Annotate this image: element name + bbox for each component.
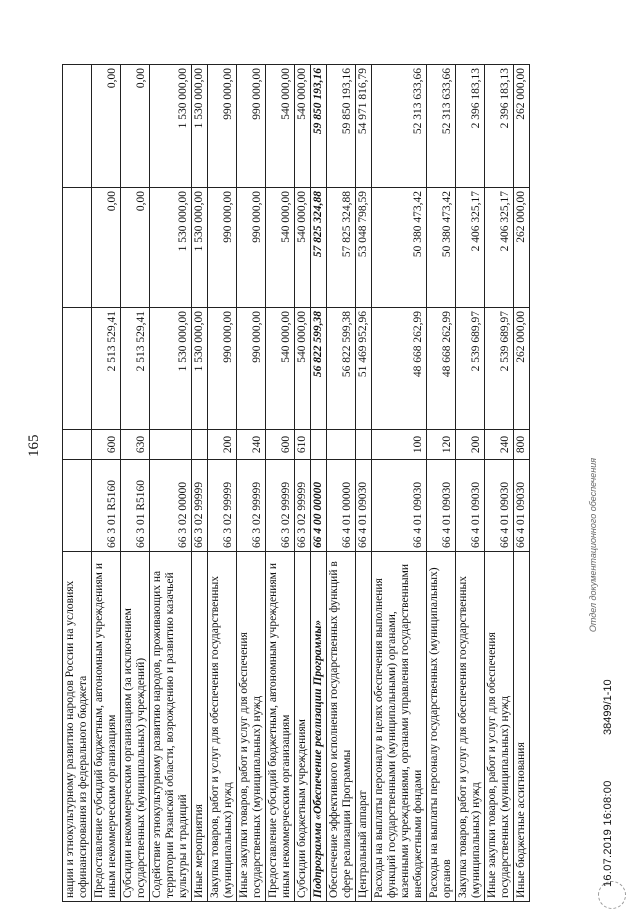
- row-code: [63, 460, 92, 552]
- row-vr: [311, 430, 327, 460]
- row-name: Иные бюджетные ассигнования: [514, 552, 530, 902]
- table-row-subprogram: [311, 65, 327, 902]
- row-name: Центральный аппарат: [356, 552, 372, 902]
- row-vr: [63, 430, 92, 460]
- table-row: [427, 65, 456, 902]
- row-name: Иные закупки товаров, работ и услуг для обеспечения государственных (муниципальных) нужд: [237, 552, 266, 902]
- table-row: [208, 65, 237, 902]
- row-value-3: [63, 65, 92, 188]
- row-name: Содействие этнокультурному развитию народов, проживающих на территории Рязанской области, возрождению и развитию казачьей культуры и традиций: [150, 552, 192, 902]
- row-vr: [327, 430, 356, 460]
- row-name: нации и этнокультурному развитию народов России на условиях софинансирования из федерального бюджета: [63, 552, 92, 902]
- table-row: [295, 65, 311, 902]
- row-vr: 800: [514, 430, 530, 460]
- row-value-3: 52 313 633,66: [372, 65, 427, 188]
- row-value-2: 50 380 473,42: [427, 188, 456, 308]
- row-code: 66 4 01 09030: [456, 460, 485, 552]
- row-value-1: 2 539 689,97: [485, 308, 514, 430]
- row-code: 66 4 01 00000: [327, 460, 356, 552]
- row-name: Расходы на выплаты персоналу в целях обеспечения выполнения функций государственными (муниципальными) органами, казенными учреждениями, органами управления государственными внебюджетными фондами: [372, 552, 427, 902]
- row-code: 66 4 01 09030: [372, 460, 427, 552]
- row-value-3: 54 971 816,79: [356, 65, 372, 188]
- table-row: [372, 65, 427, 902]
- row-value-2: 540 000,00: [295, 188, 311, 308]
- row-vr: 120: [427, 430, 456, 460]
- row-code: 66 3 01 R5160: [121, 460, 150, 552]
- row-name: Закупка товаров, работ и услуг для обеспечения государственных (муниципальных) нужд: [456, 552, 485, 902]
- table-row: [485, 65, 514, 902]
- row-code: 66 3 02 99999: [192, 460, 208, 552]
- row-value-2: 57 825 324,88: [327, 188, 356, 308]
- row-value-2: 50 380 473,42: [372, 188, 427, 308]
- row-vr: [192, 430, 208, 460]
- row-value-1: 540 000,00: [295, 308, 311, 430]
- row-code: 66 3 01 R5160: [92, 460, 121, 552]
- table-row: [237, 65, 266, 902]
- row-value-2: 53 048 798,59: [356, 188, 372, 308]
- row-value-2: [63, 188, 92, 308]
- row-name: Иные мероприятия: [192, 552, 208, 902]
- table-row: [266, 65, 295, 902]
- row-value-3: 1 530 000,00: [150, 65, 192, 188]
- row-value-1: 56 822 599,38: [311, 308, 327, 430]
- row-value-3: 1 530 000,00: [192, 65, 208, 188]
- row-name: Субсидии бюджетным учреждениям: [295, 552, 311, 902]
- row-code: 66 3 02 00000: [150, 460, 192, 552]
- table-row: [327, 65, 356, 902]
- row-name: Предоставление субсидий бюджетным, автономным учреждениям и иным некоммерческим организациям: [266, 552, 295, 902]
- row-value-1: 48 668 262,99: [427, 308, 456, 430]
- row-value-3: 990 000,00: [208, 65, 237, 188]
- row-code: 66 4 00 00000: [311, 460, 327, 552]
- table-row: [192, 65, 208, 902]
- row-value-1: 1 530 000,00: [192, 308, 208, 430]
- row-value-3: 2 396 183,13: [456, 65, 485, 188]
- row-value-2: 0,00: [92, 188, 121, 308]
- row-value-1: 2 513 529,41: [92, 308, 121, 430]
- page-number: 165: [26, 434, 42, 457]
- table-row: [456, 65, 485, 902]
- budget-table: [62, 64, 530, 902]
- table-row: [150, 65, 192, 902]
- row-value-2: 990 000,00: [208, 188, 237, 308]
- row-vr: 600: [266, 430, 295, 460]
- row-value-1: 990 000,00: [237, 308, 266, 430]
- footer-doc-id: 38499/1-10: [602, 679, 614, 735]
- row-value-1: 1 530 000,00: [150, 308, 192, 430]
- row-code: 66 4 01 09030: [427, 460, 456, 552]
- row-value-1: 56 822 599,38: [327, 308, 356, 430]
- row-value-2: 2 406 325,17: [485, 188, 514, 308]
- row-value-3: 59 850 193,16: [311, 65, 327, 188]
- row-value-3: 540 000,00: [295, 65, 311, 188]
- row-value-3: 540 000,00: [266, 65, 295, 188]
- row-name: Субсидии некоммерческим организациям (за исключением государственных (муниципальных) учреждений): [121, 552, 150, 902]
- row-code: 66 3 02 99999: [237, 460, 266, 552]
- row-vr: 600: [92, 430, 121, 460]
- row-value-2: 0,00: [121, 188, 150, 308]
- row-vr: [356, 430, 372, 460]
- row-value-2: 1 530 000,00: [192, 188, 208, 308]
- department-stamp: Отдел документационного обеспечения: [588, 457, 598, 633]
- row-vr: 200: [456, 430, 485, 460]
- row-name: Закупка товаров, работ и услуг для обеспечения государственных (муниципальных) нужд: [208, 552, 237, 902]
- row-value-2: 57 825 324,88: [311, 188, 327, 308]
- row-vr: 100: [372, 430, 427, 460]
- row-value-3: 0,00: [121, 65, 150, 188]
- row-vr: 200: [208, 430, 237, 460]
- row-value-3: 0,00: [92, 65, 121, 188]
- table-row: [121, 65, 150, 902]
- row-code: 66 4 01 09030: [485, 460, 514, 552]
- row-value-2: 262 000,00: [514, 188, 530, 308]
- row-value-1: 51 469 952,96: [356, 308, 372, 430]
- row-value-1: 540 000,00: [266, 308, 295, 430]
- row-vr: 610: [295, 430, 311, 460]
- row-code: 66 3 02 99999: [266, 460, 295, 552]
- row-value-3: 52 313 633,66: [427, 65, 456, 188]
- row-value-1: 990 000,00: [208, 308, 237, 430]
- row-value-3: 59 850 193,16: [327, 65, 356, 188]
- row-value-2: 990 000,00: [237, 188, 266, 308]
- row-code: 66 3 02 99999: [208, 460, 237, 552]
- table-row: [356, 65, 372, 902]
- row-name: Предоставление субсидий бюджетным, автономным учреждениям и иным некоммерческим организациям: [92, 552, 121, 902]
- table-row: [92, 65, 121, 902]
- row-value-2: 540 000,00: [266, 188, 295, 308]
- row-code: 66 4 01 09030: [514, 460, 530, 552]
- row-value-3: 262 000,00: [514, 65, 530, 188]
- row-vr: [150, 430, 192, 460]
- row-name: Расходы на выплаты персоналу государственных (муниципальных) органов: [427, 552, 456, 902]
- row-code: 66 3 02 99999: [295, 460, 311, 552]
- row-value-1: 2 539 689,97: [456, 308, 485, 430]
- row-vr: 240: [485, 430, 514, 460]
- row-value-1: 2 513 529,41: [121, 308, 150, 430]
- row-name: Обеспечение эффективного исполнения государственных функций в сфере реализации Программы: [327, 552, 356, 902]
- row-value-2: 1 530 000,00: [150, 188, 192, 308]
- table-row: [63, 65, 92, 902]
- row-value-1: 48 668 262,99: [372, 308, 427, 430]
- row-vr: 630: [121, 430, 150, 460]
- row-value-2: 2 406 325,17: [456, 188, 485, 308]
- footer-date: 16.07.2019 16:08:00: [602, 780, 614, 887]
- row-name: Иные закупки товаров, работ и услуг для обеспечения государственных (муниципальных) нужд: [485, 552, 514, 902]
- row-name: Подпрограмма «Обеспечение реализации Программы»: [311, 552, 327, 902]
- row-value-3: 2 396 183,13: [485, 65, 514, 188]
- row-vr: 240: [237, 430, 266, 460]
- row-value-1: [63, 308, 92, 430]
- row-code: 66 4 01 09030: [356, 460, 372, 552]
- table-row: [514, 65, 530, 902]
- row-value-1: 262 000,00: [514, 308, 530, 430]
- row-value-3: 990 000,00: [237, 65, 266, 188]
